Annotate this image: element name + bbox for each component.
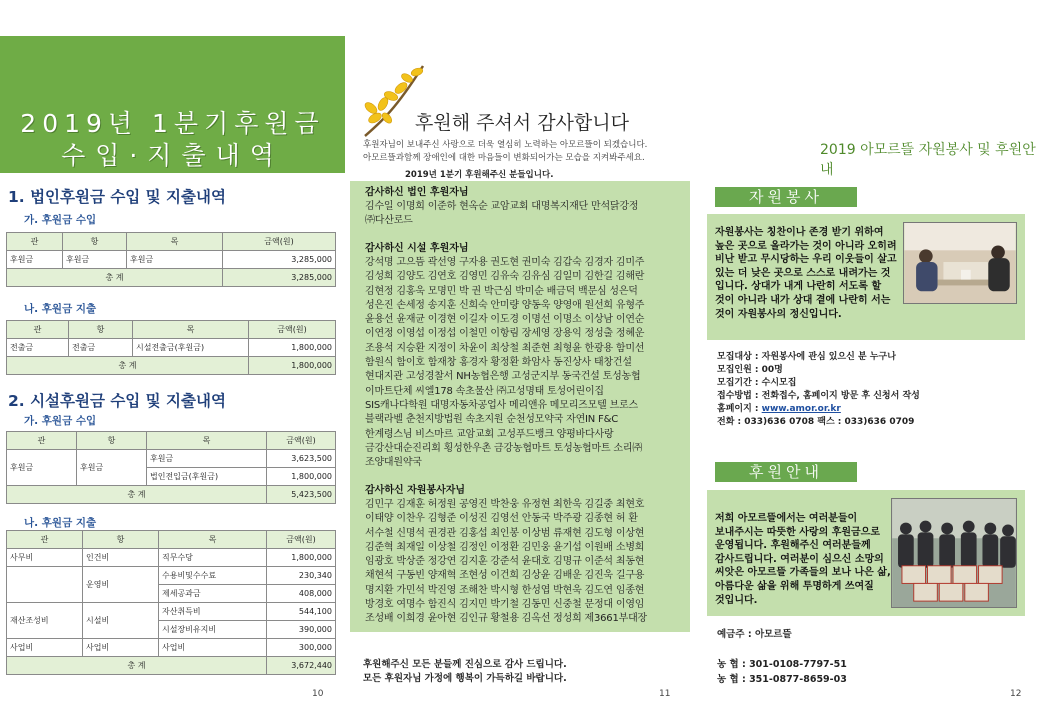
donor-line: ㈜다산로드 [365, 215, 413, 227]
thanks-line2: 모든 후원자님 가정에 행복이 가득하길 바랍니다. [363, 673, 567, 684]
cell-mok: 직무수당 [159, 549, 267, 567]
recruit-line: 모집기간 : 수시모집 [717, 378, 797, 388]
table-header-row [7, 321, 336, 339]
volunteer-photo [903, 222, 1017, 304]
cell-gwan: 전출금 [7, 339, 69, 357]
cell-mok: 후원금 [127, 251, 223, 269]
volunteer-donor-title: 감사하신 자원봉사자님 [365, 485, 466, 496]
cell-gwan: 사무비 [7, 549, 83, 567]
total-label: 총 계 [7, 657, 267, 675]
cell-gwan: 사업비 [7, 639, 83, 657]
donor-line: 방경호 여명수 함진식 김지민 박기철 김동민 신중철 문정대 이영임 [365, 599, 645, 611]
section1-expense-label: 나. 후원금 지출 [24, 303, 97, 315]
donor-line: 김성희 김양도 김연호 김영민 김유숙 김유심 김일미 김한길 김해란 [365, 271, 645, 283]
cell-hang: 전출금 [69, 339, 133, 357]
donor-line: 강석명 고으뜸 곽선영 구자용 권도현 권미숙 김갑숙 김경자 김미주 [365, 257, 645, 268]
intro-line1: 후원자님이 보내주신 사랑으로 더욱 열심히 노력하는 아모르뜰이 되겠습니다. [363, 140, 648, 150]
table-row [7, 339, 336, 357]
homepage-link[interactable]: www.amor.or.kr [761, 404, 841, 414]
cell-gwan: 후원금 [7, 450, 77, 486]
corp-expense-table [6, 320, 336, 375]
donor-line: 블랙라벨 춘천지방법원 속초지원 순천성모약국 자연IN F&C [365, 414, 618, 426]
page-12 [695, 0, 1040, 720]
cell-hang: 사업비 [83, 639, 159, 657]
table-header-row [7, 432, 336, 450]
header-amount: 금액(원) [223, 233, 336, 251]
cell-amount: 230,340 [267, 567, 336, 585]
header-mok: 목 [147, 432, 267, 450]
page-11 [345, 0, 695, 720]
total-label: 총 계 [7, 357, 249, 375]
total-label: 총 계 [7, 269, 223, 287]
total-amount: 1,800,000 [249, 357, 336, 375]
cell-gwan: 후원금 [7, 251, 63, 269]
corp-donor-title: 감사하신 법인 후원자님 [365, 187, 469, 198]
cell-amount: 1,800,000 [267, 549, 336, 567]
table-row [7, 450, 336, 468]
support-text: 저희 아모르뜰에서는 여러분들이 보내주시는 따뜻한 사랑의 후원금으로 운영됩니다. 후원해주신 여러분들께 감사드립니다. 여러분이 심으신 소망의 씨앗은 아모르뜰 가족들의 보나 나은 삶, 아름다운 삶을 위해 투명하게 쓰여질 것입니다. [715, 513, 891, 606]
homepage-label: 홈페이지 : [717, 404, 762, 414]
banner-title-line1: 2019년 1분기후원금 [20, 109, 325, 138]
recruit-line: 접수방법 : 전화접수, 홈페이지 방문 후 신청서 작성 [717, 391, 920, 401]
header-hang: 항 [77, 432, 147, 450]
table-row [7, 639, 336, 657]
header-hang: 항 [69, 321, 133, 339]
donor-line: 임광호 박상준 정강연 김지훈 강준석 윤대호 김명규 이준석 최동현 [365, 556, 645, 568]
page-title: 2019 아모르뜰 자원봉사 및 후원안내 [820, 142, 1036, 178]
cell-mok: 제세공과금 [159, 585, 267, 603]
donor-line: 김민구 김재훈 허정원 공영진 박찬웅 유정현 최한욱 김길중 최현호 [365, 499, 645, 510]
cell-amount: 1,800,000 [249, 339, 336, 357]
cell-gwan [7, 567, 83, 603]
header-amount: 금액(원) [267, 432, 336, 450]
header-mok: 목 [159, 531, 267, 549]
total-row [7, 269, 336, 287]
header-amount: 금액(원) [249, 321, 336, 339]
page-10 [0, 0, 345, 720]
cell-hang: 후원금 [77, 450, 147, 486]
donor-line: 함원식 함이호 함재창 홍경자 황정환 화암사 동진상사 태창건설 [365, 357, 632, 369]
donor-line: 김현정 김홍욱 모명민 박 권 박근심 박미순 배금덕 백문심 성은덕 [365, 285, 638, 297]
total-amount: 3,285,000 [223, 269, 336, 287]
title-banner [0, 36, 345, 173]
cell-hang: 운영비 [83, 567, 159, 603]
donor-subtitle: 2019년 1분기 후원해주신 분들입니다. [405, 170, 554, 180]
header-gwan: 관 [7, 233, 63, 251]
cell-amount: 300,000 [267, 639, 336, 657]
donor-line: 명지환 가민석 박진영 조해찬 박시형 한성엽 박현욱 김도연 임종현 [365, 584, 645, 596]
account-holder: 예금주 : 아모르뜰 [717, 629, 792, 640]
facility-donor-section [365, 242, 683, 470]
support-photo [891, 498, 1017, 608]
table-row [7, 549, 336, 567]
table-row [7, 603, 336, 621]
cell-mok: 자산취득비 [159, 603, 267, 621]
donor-line: 조성배 이희경 윤아현 김인규 황철용 김옥선 정성희 제3661부대장 [365, 613, 647, 625]
page-number: 12 [1010, 689, 1022, 699]
section1-income-label: 가. 후원금 수입 [24, 214, 97, 226]
section2-income-label: 가. 후원금 수입 [24, 415, 97, 427]
table-header-row [7, 233, 336, 251]
header-hang: 항 [83, 531, 159, 549]
cell-mok: 수용비및수수료 [159, 567, 267, 585]
cell-mok: 후원금 [147, 450, 267, 468]
intro-line2: 아모르뜰과함께 장애인에 대한 마음들이 변화되어가는 모습을 지켜봐주세요. [363, 153, 645, 163]
cell-hang: 시설비 [83, 603, 159, 639]
bank-account-1: 농 협 : 301-0108-7797-51 [717, 659, 847, 670]
cell-gwan: 재산조성비 [7, 603, 83, 639]
donor-line: 조용석 지승환 지정이 차윤이 최상철 최준현 최형윤 한광용 함미선 [365, 342, 645, 354]
cell-mok: 시설전출금(후원금) [133, 339, 249, 357]
donor-line: 김수일 이명희 이준하 현옥순 교암교회 대명복지재단 만석닭강정 [365, 201, 639, 212]
cell-mok: 시설장비유지비 [159, 621, 267, 639]
recruit-line: 모집대상 : 자원봉사에 관심 있으신 분 누구나 [717, 352, 896, 362]
page-number: 10 [312, 689, 324, 699]
header-hang: 항 [63, 233, 127, 251]
donor-line: 현대지관 고성경찰서 NH농협은행 고성군지부 동국건설 토성농협 [365, 371, 641, 383]
cell-mok: 법인전입금(후원금) [147, 468, 267, 486]
header-gwan: 관 [7, 531, 83, 549]
table-row [7, 567, 336, 585]
facility-donor-title: 감사하신 시설 후원자님 [365, 243, 469, 254]
donor-line: 채현석 구동빈 양재혁 조현성 이건희 김상윤 김배운 김진욱 길구용 [365, 570, 645, 582]
recruit-line: 모집인원 : 00명 [717, 365, 783, 375]
total-row [7, 657, 336, 675]
table-row [7, 251, 336, 269]
support-heading: 후원안내 [715, 462, 857, 482]
corp-income-table [6, 232, 336, 287]
cell-amount: 3,623,500 [267, 450, 336, 468]
cell-hang: 후원금 [63, 251, 127, 269]
cell-mok: 사업비 [159, 639, 267, 657]
volunteer-donor-section [365, 484, 683, 627]
volunteer-text: 자원봉사는 칭찬이나 존경 받기 위하여 높은 곳으로 올라가는 것이 아니라 오히려 비난 받고 무시당하는 우리 이웃들이 살고 있는 더 낮은 곳으로 스스로 내려가는 것 입니다. 상대가 내게 나란히 서도록 할 것이 아니라 내가 상대 곁에 나란히 서는 것이 자원봉사의 정신입니다. [715, 227, 897, 320]
cell-amount: 1,800,000 [267, 468, 336, 486]
section2-title: 2. 시설후원금 수입 및 지출내역 [8, 392, 226, 410]
header-gwan: 관 [7, 321, 69, 339]
total-amount: 5,423,500 [267, 486, 336, 504]
corp-donor-section [365, 186, 683, 229]
banner-title-line2: 수입·지출내역 [61, 141, 284, 170]
total-row [7, 486, 336, 504]
table-header-row [7, 531, 336, 549]
facility-income-table [6, 431, 336, 504]
donor-line: SIS캐나다학원 대명자동차공업사 메리앤유 메모리즈모텔 브로스 [365, 399, 638, 411]
donor-line: 금강산대순진리회 횡성한우촌 금강농협마트 토성농협마트 소리㈜ [365, 442, 643, 454]
donor-line: 한계령스님 비스마르 교암교회 고성푸드뱅크 양평바다사랑 [365, 428, 614, 440]
cell-hang: 인건비 [83, 549, 159, 567]
donor-line: 이마트단체 씨엘178 속초물산 ㈜고성명태 토성어린이집 [365, 385, 604, 397]
header-mok: 목 [133, 321, 249, 339]
total-amount: 3,672,440 [267, 657, 336, 675]
facility-expense-table [6, 530, 336, 675]
header-mok: 목 [127, 233, 223, 251]
recruit-info [717, 351, 920, 429]
total-row [7, 357, 336, 375]
support-box [707, 490, 1025, 616]
donor-line: 서수철 신명석 권경관 김홍섭 최인봉 이상범 류재현 김도형 이상현 [365, 527, 645, 539]
volunteer-heading: 자원봉사 [715, 187, 857, 207]
cell-amount: 544,100 [267, 603, 336, 621]
donor-line: 성은진 손세정 송지훈 신희숙 안미량 양동욱 양영애 원선희 유형주 [365, 299, 645, 311]
cell-amount: 3,285,000 [223, 251, 336, 269]
phone-line: 전화 : 033)636 0708 팩스 : 033)636 0709 [717, 417, 915, 427]
thanks-line1: 후원해주신 모든 분들께 진심으로 감사 드립니다. [363, 659, 567, 670]
page-title: 후원해 주셔서 감사합니다 [415, 112, 629, 134]
donor-line: 김준혁 최재일 이상철 김정인 이정환 김민웅 윤기섭 이원배 소병희 [365, 541, 645, 553]
section1-title: 1. 법인후원금 수입 및 지출내역 [8, 188, 226, 206]
section2-expense-label: 나. 후원금 지출 [24, 517, 97, 529]
page-number: 11 [659, 689, 671, 699]
header-gwan: 관 [7, 432, 77, 450]
volunteer-box [707, 214, 1025, 340]
cell-amount: 408,000 [267, 585, 336, 603]
bank-account-2: 농 협 : 351-0877-8659-03 [717, 674, 847, 685]
header-amount: 금액(원) [267, 531, 336, 549]
homepage-line [717, 403, 920, 416]
cell-amount: 390,000 [267, 621, 336, 639]
donor-line: 윤용선 윤재균 이경현 이길자 이도경 이명선 이명소 이상남 이연순 [365, 314, 645, 326]
donor-line: 조양대원약국 [365, 457, 422, 469]
donor-line: 이태양 이찬우 김형준 이성진 김영선 안동국 박주광 김종현 허 환 [365, 513, 638, 525]
donor-line: 이연정 이영섭 이정섭 이철민 이항림 장세영 장용익 정성출 정혜운 [365, 328, 645, 340]
total-label: 총 계 [7, 486, 267, 504]
